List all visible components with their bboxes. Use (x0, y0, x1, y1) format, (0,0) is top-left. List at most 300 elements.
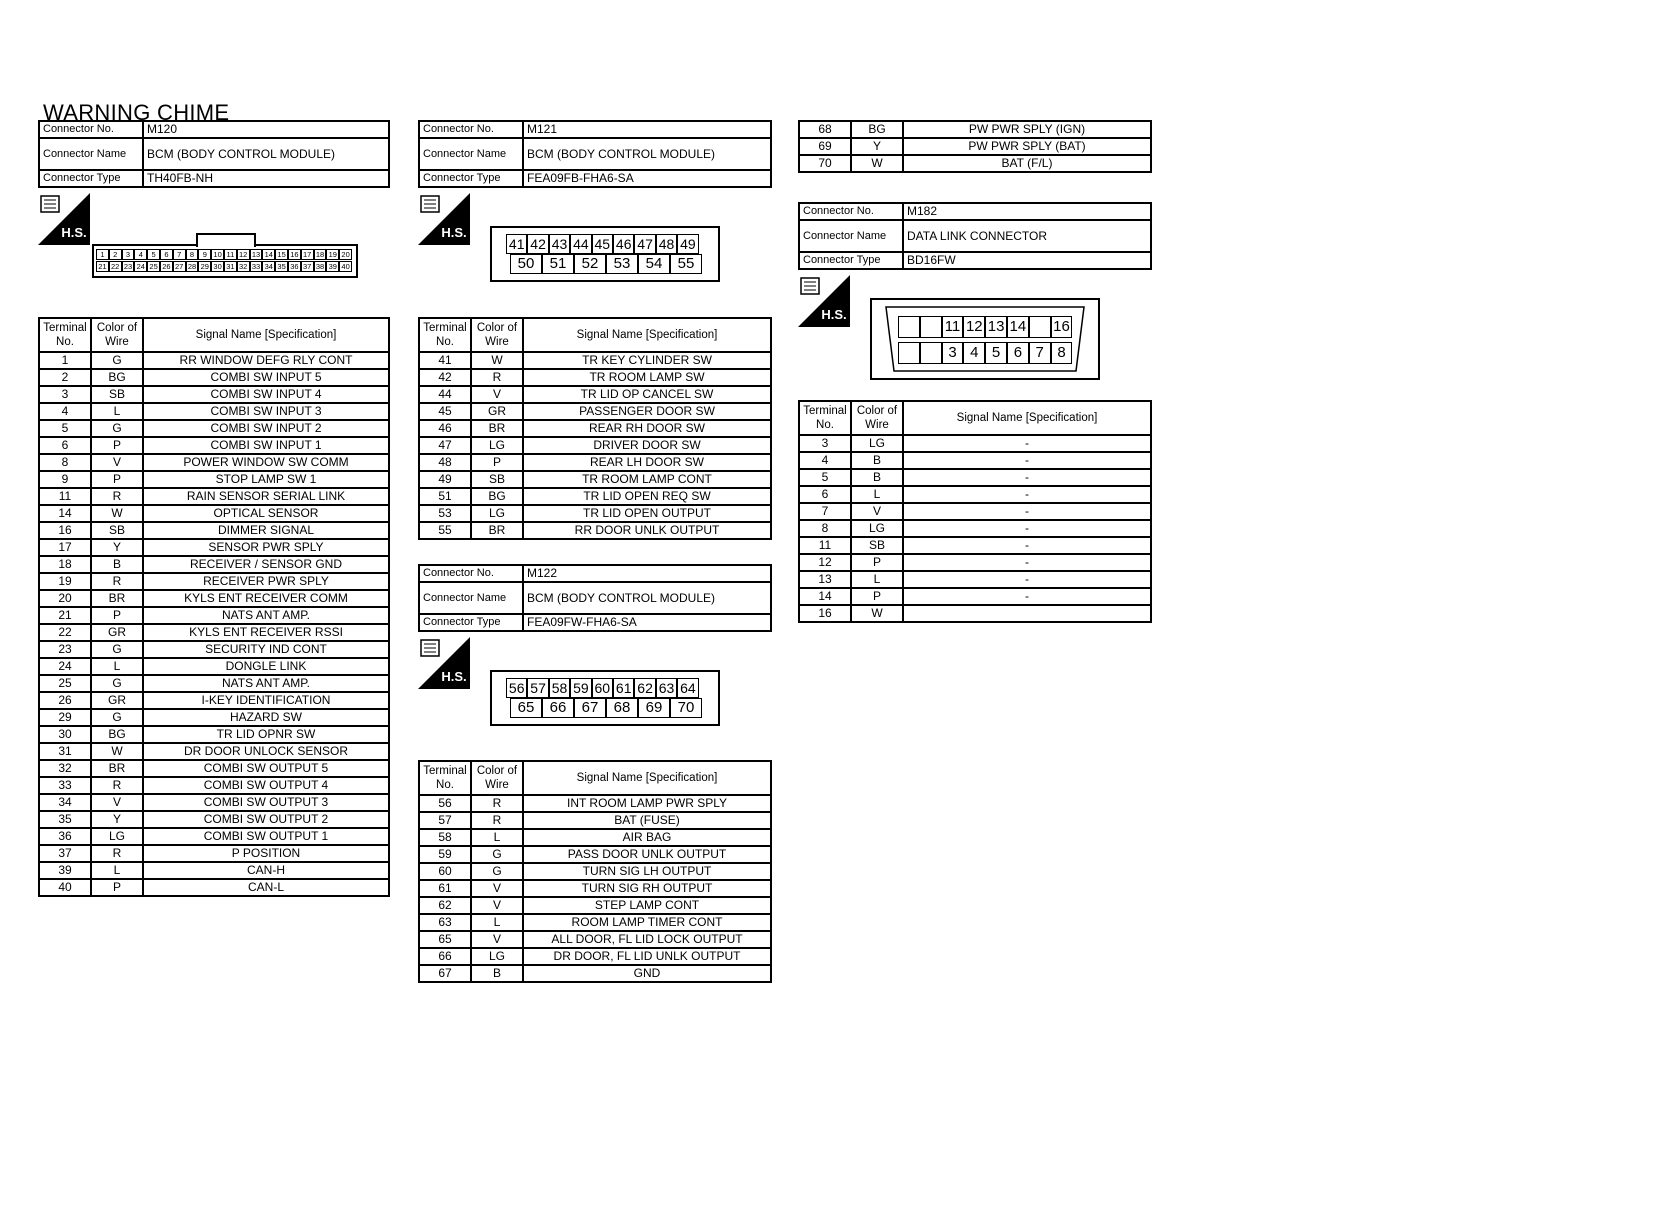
wire-color-cell: BG (91, 369, 143, 386)
wire-color-cell: B (851, 452, 903, 469)
table-row (419, 948, 771, 965)
terminal-no-cell: 9 (39, 471, 91, 488)
connector-pin: 42 (527, 234, 548, 254)
table-row (419, 965, 771, 982)
terminal-no-cell: 7 (799, 503, 851, 520)
terminal-no-cell: 21 (39, 607, 91, 624)
connector-pin: 50 (510, 254, 542, 274)
signal-name-cell: TR ROOM LAMP SW (523, 369, 771, 386)
connector-pin: 44 (570, 234, 591, 254)
terminal-no-cell: 14 (39, 505, 91, 522)
m120-connector-info (38, 120, 390, 188)
terminal-no-cell: 32 (39, 760, 91, 777)
terminal-no-cell: 16 (39, 522, 91, 539)
wire-color-cell: L (91, 658, 143, 675)
table-row (39, 862, 389, 879)
wire-color-cell: W (851, 605, 903, 622)
signal-name-cell: HAZARD SW (143, 709, 389, 726)
terminal-no-cell: 14 (799, 588, 851, 605)
terminal-no-header: Terminal No. (419, 761, 471, 795)
connector-pin: 67 (574, 698, 606, 718)
connector-no-label: Connector No. (419, 121, 523, 138)
connector-pin: 64 (677, 678, 698, 698)
m120-connector-face (92, 244, 358, 278)
terminal-no-cell: 4 (799, 452, 851, 469)
table-row (799, 503, 1151, 520)
wire-color-cell: R (471, 369, 523, 386)
connector-pin: 40 (339, 261, 352, 272)
table-row (419, 812, 771, 829)
table-row (419, 863, 771, 880)
connector-pin: 10 (211, 249, 224, 260)
signal-name-cell: DR DOOR UNLOCK SENSOR (143, 743, 389, 760)
terminal-no-cell: 70 (799, 155, 851, 172)
connector-pin: 3 (122, 249, 135, 260)
m182-terminal-table (798, 400, 1152, 623)
signal-name-cell: TURN SIG RH OUTPUT (523, 880, 771, 897)
connector-pin (920, 316, 942, 338)
table-row (419, 420, 771, 437)
connector-pin (898, 342, 920, 364)
terminal-no-cell: 26 (39, 692, 91, 709)
terminal-no-cell: 63 (419, 914, 471, 931)
wire-color-cell: G (91, 420, 143, 437)
table-row (799, 155, 1151, 172)
connector-name-value: BCM (BODY CONTROL MODULE) (523, 582, 771, 614)
connector-pin (1029, 316, 1051, 338)
signal-name-cell: COMBI SW INPUT 2 (143, 420, 389, 437)
connector-pin: 53 (606, 254, 638, 274)
connector-pin: 29 (198, 261, 211, 272)
signal-name-cell: - (903, 435, 1151, 452)
connector-type-label: Connector Type (419, 170, 523, 187)
signal-name-cell: TR LID OPEN REQ SW (523, 488, 771, 505)
wire-color-cell: R (471, 795, 523, 812)
signal-name-cell: PASSENGER DOOR SW (523, 403, 771, 420)
signal-name-cell: KYLS ENT RECEIVER RSSI (143, 624, 389, 641)
wire-color-cell: Y (91, 539, 143, 556)
color-header: Color of Wire (91, 318, 143, 352)
signal-name-cell: - (903, 520, 1151, 537)
wire-color-cell: SB (851, 537, 903, 554)
table-row (39, 420, 389, 437)
connector-pin: 14 (262, 249, 275, 260)
terminal-no-cell: 24 (39, 658, 91, 675)
table-row (39, 760, 389, 777)
wire-color-cell: R (91, 845, 143, 862)
table-row (39, 675, 389, 692)
table-row (39, 539, 389, 556)
wire-color-cell: LG (471, 948, 523, 965)
connector-no-value: M121 (523, 121, 771, 138)
connector-pin: 36 (288, 261, 301, 272)
connector-pin: 18 (314, 249, 327, 260)
connector-pin: 3 (942, 342, 964, 364)
wire-color-cell: GR (91, 692, 143, 709)
table-row (799, 520, 1151, 537)
connector-pin: 6 (160, 249, 173, 260)
table-row (419, 829, 771, 846)
signal-name-cell: INT ROOM LAMP PWR SPLY (523, 795, 771, 812)
signal-name-cell: REAR RH DOOR SW (523, 420, 771, 437)
wire-color-cell: Y (91, 811, 143, 828)
table-row (39, 522, 389, 539)
connector-pin (920, 342, 942, 364)
terminal-no-cell: 58 (419, 829, 471, 846)
m122-terminal-table-continued (798, 120, 1152, 173)
signal-name-cell: RR DOOR UNLK OUTPUT (523, 522, 771, 539)
connector-no-value: M120 (143, 121, 389, 138)
signal-header: Signal Name [Specification] (903, 401, 1151, 435)
page-title: WARNING CHIME (43, 100, 230, 125)
signal-name-cell: RAIN SENSOR SERIAL LINK (143, 488, 389, 505)
hs-icon (38, 193, 90, 245)
signal-name-cell: TR ROOM LAMP CONT (523, 471, 771, 488)
wire-color-cell: G (471, 863, 523, 880)
connector-pin: 52 (574, 254, 606, 274)
m121-connector-face (490, 226, 720, 282)
table-row (39, 386, 389, 403)
wire-color-cell: SB (91, 522, 143, 539)
connector-pin: 68 (606, 698, 638, 718)
wire-color-cell: BG (851, 121, 903, 138)
wire-color-cell: BG (471, 488, 523, 505)
connector-pin: 59 (570, 678, 591, 698)
terminal-no-cell: 66 (419, 948, 471, 965)
signal-name-cell: P POSITION (143, 845, 389, 862)
terminal-no-cell: 3 (39, 386, 91, 403)
signal-name-cell: DIMMER SIGNAL (143, 522, 389, 539)
signal-name-cell: STEP LAMP CONT (523, 897, 771, 914)
wire-color-cell: L (851, 486, 903, 503)
wire-color-cell: W (471, 352, 523, 369)
wire-color-cell: BG (91, 726, 143, 743)
connector-pin: 43 (549, 234, 570, 254)
signal-name-cell (903, 605, 1151, 622)
table-row (419, 386, 771, 403)
terminal-no-cell: 37 (39, 845, 91, 862)
table-row (799, 537, 1151, 554)
connector-name-label: Connector Name (39, 138, 143, 170)
wire-color-cell: R (91, 488, 143, 505)
connector-pin: 61 (613, 678, 634, 698)
terminal-no-cell: 11 (799, 537, 851, 554)
terminal-no-cell: 4 (39, 403, 91, 420)
signal-name-cell: - (903, 452, 1151, 469)
connector-pin: 5 (985, 342, 1007, 364)
table-row (39, 590, 389, 607)
m120-connector-latch (196, 233, 256, 247)
table-row (799, 588, 1151, 605)
connector-name-label: Connector Name (419, 138, 523, 170)
table-row (419, 914, 771, 931)
signal-name-cell: PW PWR SPLY (BAT) (903, 138, 1151, 155)
terminal-no-cell: 55 (419, 522, 471, 539)
connector-name-value: BCM (BODY CONTROL MODULE) (523, 138, 771, 170)
signal-name-cell: COMBI SW OUTPUT 4 (143, 777, 389, 794)
terminal-no-cell: 56 (419, 795, 471, 812)
table-row (419, 522, 771, 539)
connector-pin: 25 (147, 261, 160, 272)
signal-name-cell: COMBI SW OUTPUT 2 (143, 811, 389, 828)
terminal-no-cell: 23 (39, 641, 91, 658)
table-row (39, 471, 389, 488)
wire-color-cell: LG (851, 520, 903, 537)
connector-pin: 34 (262, 261, 275, 272)
connector-no-value: M182 (903, 203, 1151, 220)
terminal-no-cell: 59 (419, 846, 471, 863)
signal-name-cell: RECEIVER PWR SPLY (143, 573, 389, 590)
terminal-no-cell: 5 (39, 420, 91, 437)
wire-color-cell: SB (471, 471, 523, 488)
connector-pin: 56 (506, 678, 527, 698)
terminal-no-cell: 18 (39, 556, 91, 573)
terminal-no-cell: 20 (39, 590, 91, 607)
terminal-no-cell: 51 (419, 488, 471, 505)
connector-pin: 46 (613, 234, 634, 254)
connector-pin: 37 (301, 261, 314, 272)
hs-icon (418, 193, 470, 245)
signal-name-cell: REAR LH DOOR SW (523, 454, 771, 471)
terminal-no-cell: 44 (419, 386, 471, 403)
signal-name-cell: PW PWR SPLY (IGN) (903, 121, 1151, 138)
connector-type-label: Connector Type (39, 170, 143, 187)
connector-pin: 22 (109, 261, 122, 272)
wire-color-cell: P (91, 471, 143, 488)
connector-pin: 11 (224, 249, 237, 260)
terminal-no-cell: 31 (39, 743, 91, 760)
terminal-no-cell: 60 (419, 863, 471, 880)
terminal-no-cell: 61 (419, 880, 471, 897)
wire-color-cell: B (471, 965, 523, 982)
table-row (39, 879, 389, 896)
terminal-no-cell: 8 (799, 520, 851, 537)
table-row (799, 469, 1151, 486)
connector-pin: 38 (314, 261, 327, 272)
connector-name-value: DATA LINK CONNECTOR (903, 220, 1151, 252)
table-row (39, 437, 389, 454)
table-row (39, 828, 389, 845)
connector-pin: 11 (942, 316, 964, 338)
signal-name-cell: OPTICAL SENSOR (143, 505, 389, 522)
connector-pin: 7 (173, 249, 186, 260)
wire-color-cell: R (91, 573, 143, 590)
table-row (419, 488, 771, 505)
terminal-no-cell: 13 (799, 571, 851, 588)
connector-pin: 21 (96, 261, 109, 272)
m121-terminal-table (418, 317, 772, 540)
hs-icon (798, 275, 850, 327)
table-row (39, 403, 389, 420)
wire-color-cell: R (91, 777, 143, 794)
wire-color-cell: BR (471, 420, 523, 437)
wire-color-cell: L (91, 403, 143, 420)
connector-type-label: Connector Type (419, 614, 523, 631)
wire-color-cell: G (91, 675, 143, 692)
signal-name-cell: TURN SIG LH OUTPUT (523, 863, 771, 880)
terminal-no-cell: 42 (419, 369, 471, 386)
connector-pin: 30 (211, 261, 224, 272)
table-row (419, 505, 771, 522)
connector-pin: 15 (275, 249, 288, 260)
connector-no-label: Connector No. (419, 565, 523, 582)
connector-pin: 12 (237, 249, 250, 260)
signal-name-cell: COMBI SW OUTPUT 5 (143, 760, 389, 777)
terminal-no-header: Terminal No. (799, 401, 851, 435)
wire-color-cell: L (471, 914, 523, 931)
signal-name-cell: DR DOOR, FL LID UNLK OUTPUT (523, 948, 771, 965)
connector-pin: 45 (592, 234, 613, 254)
connector-pin: 5 (147, 249, 160, 260)
signal-name-cell: NATS ANT AMP. (143, 675, 389, 692)
m120-terminal-table (38, 317, 390, 897)
signal-name-cell: ROOM LAMP TIMER CONT (523, 914, 771, 931)
table-row (39, 794, 389, 811)
hs-badge-text: H.S. (61, 225, 87, 240)
table-row (419, 454, 771, 471)
table-row (39, 488, 389, 505)
wire-color-cell: BR (471, 522, 523, 539)
terminal-no-cell: 17 (39, 539, 91, 556)
table-row (39, 556, 389, 573)
terminal-no-cell: 22 (39, 624, 91, 641)
m122-terminal-table (418, 760, 772, 983)
hs-badge-text: H.S. (441, 669, 467, 684)
wire-color-cell: Y (851, 138, 903, 155)
signal-header: Signal Name [Specification] (143, 318, 389, 352)
connector-pin: 14 (1007, 316, 1029, 338)
terminal-no-cell: 49 (419, 471, 471, 488)
signal-name-cell: TR LID OP CANCEL SW (523, 386, 771, 403)
connector-pin: 39 (326, 261, 339, 272)
m122-connector-face (490, 670, 720, 726)
wire-color-cell: GR (91, 624, 143, 641)
signal-name-cell: - (903, 503, 1151, 520)
signal-name-cell: CAN-L (143, 879, 389, 896)
table-row (799, 121, 1151, 138)
terminal-no-cell: 34 (39, 794, 91, 811)
connector-no-label: Connector No. (39, 121, 143, 138)
connector-pin: 47 (634, 234, 655, 254)
wire-color-cell: G (471, 846, 523, 863)
signal-name-cell: - (903, 588, 1151, 605)
connector-pin: 6 (1007, 342, 1029, 364)
table-row (39, 641, 389, 658)
color-header: Color of Wire (471, 318, 523, 352)
wire-color-cell: SB (91, 386, 143, 403)
signal-name-cell: COMBI SW OUTPUT 1 (143, 828, 389, 845)
signal-name-cell: DONGLE LINK (143, 658, 389, 675)
table-row (39, 505, 389, 522)
table-row (419, 437, 771, 454)
table-row (39, 573, 389, 590)
connector-pin: 41 (506, 234, 527, 254)
table-row (39, 811, 389, 828)
terminal-no-cell: 67 (419, 965, 471, 982)
connector-pin: 16 (1051, 316, 1073, 338)
table-row (39, 658, 389, 675)
terminal-no-cell: 39 (39, 862, 91, 879)
connector-pin: 58 (549, 678, 570, 698)
wire-color-cell: P (851, 588, 903, 605)
wire-color-cell: W (91, 505, 143, 522)
wire-color-cell: P (851, 554, 903, 571)
wire-color-cell: LG (91, 828, 143, 845)
signal-name-cell: COMBI SW INPUT 5 (143, 369, 389, 386)
connector-pin: 9 (198, 249, 211, 260)
wire-color-cell: LG (471, 505, 523, 522)
terminal-no-cell: 12 (799, 554, 851, 571)
wire-color-cell: P (471, 454, 523, 471)
table-row (799, 435, 1151, 452)
signal-name-cell: RECEIVER / SENSOR GND (143, 556, 389, 573)
signal-name-cell: DRIVER DOOR SW (523, 437, 771, 454)
signal-name-cell: NATS ANT AMP. (143, 607, 389, 624)
wire-color-cell: G (91, 641, 143, 658)
signal-name-cell: COMBI SW INPUT 3 (143, 403, 389, 420)
wire-color-cell: W (91, 743, 143, 760)
table-row (419, 403, 771, 420)
terminal-no-cell: 8 (39, 454, 91, 471)
terminal-no-cell: 6 (39, 437, 91, 454)
connector-pin: 54 (638, 254, 670, 274)
connector-pin: 4 (134, 249, 147, 260)
table-row (39, 743, 389, 760)
signal-name-cell: - (903, 571, 1151, 588)
wire-color-cell: BR (91, 590, 143, 607)
connector-pin: 17 (301, 249, 314, 260)
connector-type-label: Connector Type (799, 252, 903, 269)
connector-pin: 26 (160, 261, 173, 272)
connector-pin: 33 (250, 261, 263, 272)
terminal-no-cell: 46 (419, 420, 471, 437)
signal-header: Signal Name [Specification] (523, 318, 771, 352)
signal-name-cell: I-KEY IDENTIFICATION (143, 692, 389, 709)
signal-name-cell: SECURITY IND CONT (143, 641, 389, 658)
connector-no-label: Connector No. (799, 203, 903, 220)
wire-color-cell: V (91, 794, 143, 811)
connector-pin: 23 (122, 261, 135, 272)
table-row (799, 571, 1151, 588)
connector-type-value: TH40FB-NH (143, 170, 389, 187)
connector-pin: 27 (173, 261, 186, 272)
wire-color-cell: G (91, 352, 143, 369)
connector-pin: 70 (670, 698, 702, 718)
signal-name-cell: RR WINDOW DEFG RLY CONT (143, 352, 389, 369)
terminal-no-cell: 5 (799, 469, 851, 486)
terminal-no-cell: 16 (799, 605, 851, 622)
wire-color-cell: LG (851, 435, 903, 452)
connector-type-value: FEA09FB-FHA6-SA (523, 170, 771, 187)
terminal-no-cell: 41 (419, 352, 471, 369)
connector-pin: 20 (339, 249, 352, 260)
terminal-no-cell: 11 (39, 488, 91, 505)
wire-color-cell: G (91, 709, 143, 726)
terminal-no-cell: 69 (799, 138, 851, 155)
terminal-no-cell: 36 (39, 828, 91, 845)
signal-name-cell: COMBI SW INPUT 4 (143, 386, 389, 403)
hs-icon (418, 637, 470, 689)
signal-name-cell: POWER WINDOW SW COMM (143, 454, 389, 471)
connector-pin: 35 (275, 261, 288, 272)
terminal-no-cell: 19 (39, 573, 91, 590)
table-row (799, 452, 1151, 469)
wire-color-cell: V (471, 931, 523, 948)
terminal-no-cell: 62 (419, 897, 471, 914)
wire-color-cell: L (471, 829, 523, 846)
signal-name-cell: BAT (FUSE) (523, 812, 771, 829)
connector-pin: 65 (510, 698, 542, 718)
